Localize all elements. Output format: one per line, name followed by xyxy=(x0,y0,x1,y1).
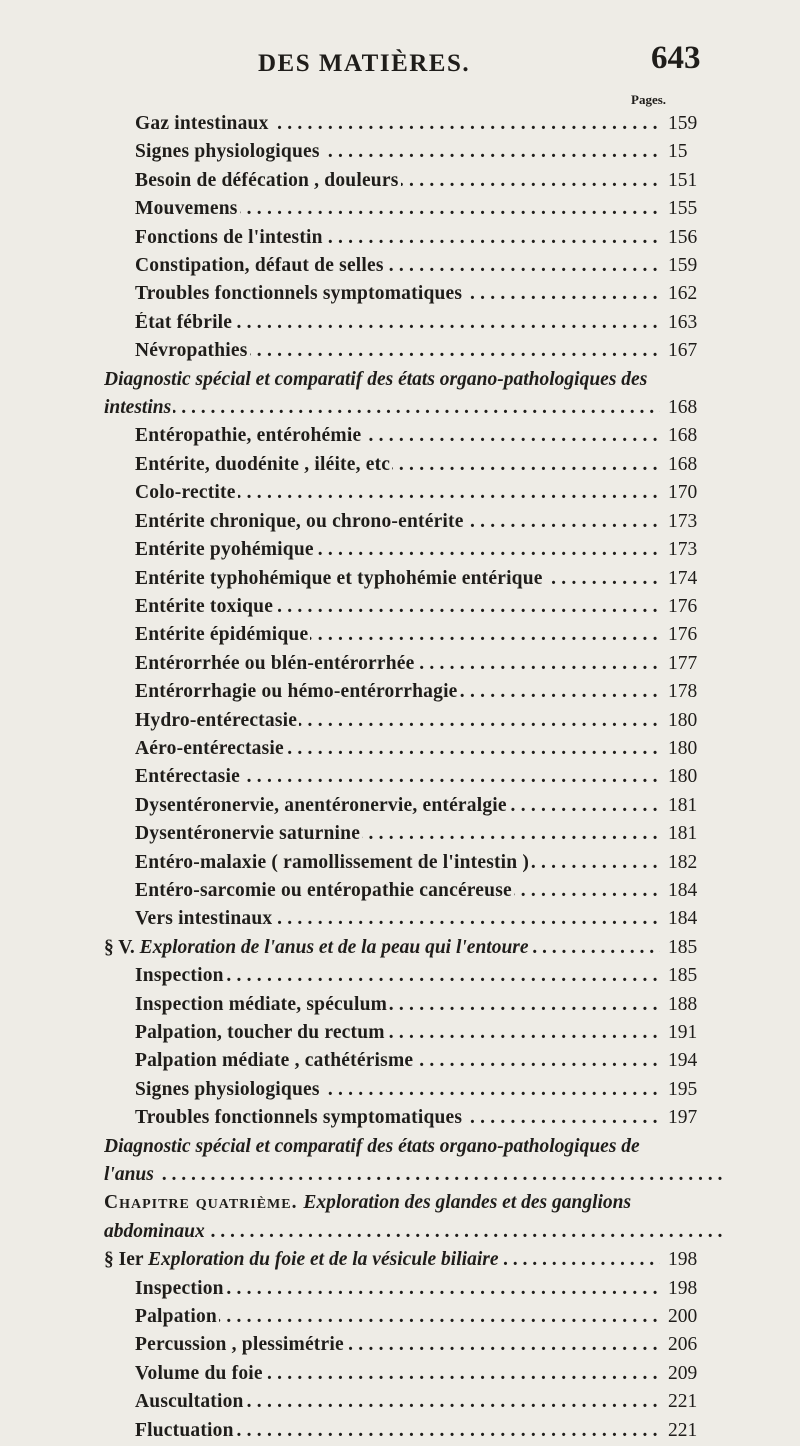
toc-entry-page: 184 xyxy=(668,908,698,930)
toc-entry xyxy=(0,196,800,224)
toc-entry-label xyxy=(135,1391,660,1413)
toc-entry-text: Entérite, duodénite , iléite, etc xyxy=(135,453,391,475)
toc-entry-text: Troubles fonctionnels symptomatiques xyxy=(135,1107,463,1129)
toc-entry-label xyxy=(135,1107,660,1129)
toc-entry-page: 156 xyxy=(668,226,698,248)
toc-entry-label xyxy=(135,823,660,845)
toc-entry-text: Fonctions de l'intestin xyxy=(135,226,323,248)
toc-entry-text: Signes physiologiques xyxy=(135,1078,320,1100)
toc-entry xyxy=(0,423,800,451)
toc-entry xyxy=(0,1077,800,1105)
toc-entry-page: 159 xyxy=(668,255,698,277)
toc-entry-label xyxy=(135,965,660,987)
toc-entry xyxy=(0,1190,800,1218)
toc-entry xyxy=(0,764,800,792)
toc-entry-page: 181 xyxy=(668,794,698,816)
toc-entry-page: 180 xyxy=(668,766,698,788)
toc-entry-text: Entérectasie xyxy=(135,766,240,788)
toc-entry-text: Troubles fonctionnels symptomatiques xyxy=(135,283,463,305)
toc-entry xyxy=(0,168,800,196)
toc-entry-page: 184 xyxy=(668,879,698,901)
toc-entry-label xyxy=(135,624,660,646)
toc-entry-page: 197 xyxy=(668,1107,698,1129)
toc-entry xyxy=(0,1134,800,1162)
toc-entry-label xyxy=(135,653,660,675)
toc-entry-page: 200 xyxy=(668,1306,698,1328)
toc-entry-text: Aéro-entérectasie xyxy=(135,737,284,759)
toc-entry xyxy=(0,1389,800,1417)
toc-entry xyxy=(0,736,800,764)
toc-entry-page: 180 xyxy=(668,709,698,731)
toc-entry xyxy=(0,992,800,1020)
toc-entry xyxy=(0,594,800,622)
toc-entry-page: 168 xyxy=(668,397,698,419)
toc-entry xyxy=(0,395,800,423)
toc-entry-prefix: § Ier xyxy=(104,1249,149,1271)
toc-entry-page: 168 xyxy=(668,425,698,447)
toc-entry-text: Entérite toxique xyxy=(135,595,274,617)
toc-entry-prefix: § V. xyxy=(104,936,140,958)
toc-entry-page: 155 xyxy=(668,198,698,220)
toc-entry-label xyxy=(135,170,660,192)
toc-entry-label xyxy=(104,1164,728,1186)
toc-entry-text: Constipation, défaut de selles xyxy=(135,255,384,277)
toc-entry-page: 181 xyxy=(668,823,698,845)
toc-entry xyxy=(0,821,800,849)
toc-entry-label xyxy=(135,227,660,249)
toc-entry xyxy=(0,253,800,281)
toc-entry-text: Entérite typhohémique et typhohémie entérique xyxy=(135,567,543,589)
toc-entry-label xyxy=(135,482,660,504)
toc-entry-page: 188 xyxy=(668,993,698,1015)
toc-entry-text: Auscultation xyxy=(135,1391,244,1413)
toc-entry-label xyxy=(135,766,660,788)
toc-entry-page: 185 xyxy=(668,965,698,987)
toc-entry-text: Vers intestinaux xyxy=(135,908,273,930)
table-of-contents xyxy=(0,111,800,1446)
toc-entry xyxy=(0,651,800,679)
toc-entry xyxy=(0,679,800,707)
running-header xyxy=(0,40,800,86)
toc-entry-page: 168 xyxy=(668,453,698,475)
toc-entry-text: Inspection xyxy=(135,1277,224,1299)
toc-entry xyxy=(0,1304,800,1332)
toc-entry xyxy=(0,1361,800,1389)
toc-entry xyxy=(0,1276,800,1304)
toc-entry-label xyxy=(135,255,660,277)
toc-entry-label xyxy=(135,1079,660,1101)
toc-entry-label xyxy=(135,1022,660,1044)
toc-entry-text: Diagnostic spécial et comparatif des états organo-pathologiques de xyxy=(104,1135,640,1157)
toc-entry-text: Dysentéronervie, anentéronervie, entéralgie xyxy=(135,794,507,816)
toc-entry xyxy=(0,963,800,991)
toc-entry-label xyxy=(135,1420,660,1442)
toc-entry-label xyxy=(135,710,660,732)
toc-entry-label xyxy=(135,340,660,362)
toc-entry-text: Entéropathie, entérohémie xyxy=(135,425,362,447)
running-title: DES MATIÈRES. xyxy=(258,50,471,77)
toc-entry xyxy=(0,935,800,963)
toc-entry-page: 173 xyxy=(668,539,698,561)
toc-entry-page: 176 xyxy=(668,624,698,646)
toc-entry xyxy=(0,509,800,537)
toc-entry-label xyxy=(135,511,660,533)
toc-entry-page: 159 xyxy=(668,113,698,134)
toc-entry-label xyxy=(135,795,660,817)
toc-entry-label xyxy=(135,283,660,305)
toc-entry-text: Percussion , plessimétrie xyxy=(135,1334,344,1356)
toc-entry xyxy=(0,1418,800,1446)
toc-entry xyxy=(0,281,800,309)
toc-entry-text: abdominaux xyxy=(104,1220,205,1242)
toc-entry-label xyxy=(135,596,660,618)
toc-entry-text: Palpation xyxy=(135,1306,217,1328)
toc-entry-text: Exploration de l'anus et de la peau qui l'entoure xyxy=(139,936,529,958)
toc-entry-text: Gaz intestinaux xyxy=(135,113,269,134)
toc-entry-prefix: Chapitre quatrième. xyxy=(104,1192,304,1214)
toc-entry-label xyxy=(104,1221,728,1243)
toc-entry-text: Entérorrhée ou blén-entérorrhée xyxy=(135,652,415,674)
toc-entry-text: l'anus xyxy=(104,1164,154,1186)
toc-entry-page: 174 xyxy=(668,567,698,589)
toc-entry-text: Entéro-malaxie ( ramollissement de l'intestin ) xyxy=(135,851,530,873)
toc-entry xyxy=(0,111,800,139)
toc-entry-page: 177 xyxy=(668,652,698,674)
toc-entry-text: intestins xyxy=(104,397,172,419)
toc-entry xyxy=(0,850,800,878)
toc-entry-page: 163 xyxy=(668,311,698,333)
toc-entry-label xyxy=(135,1363,660,1385)
toc-entry-label xyxy=(135,1278,660,1300)
toc-entry-text: Diagnostic spécial et comparatif des états organo-pathologiques des xyxy=(104,368,648,390)
toc-entry xyxy=(0,1332,800,1360)
toc-entry-text: Entéro-sarcomie ou entéropathie cancéreuse xyxy=(135,879,512,901)
toc-entry-label xyxy=(135,681,660,703)
toc-entry-page: 182 xyxy=(668,851,698,873)
toc-entry-label xyxy=(135,1306,660,1328)
toc-entry xyxy=(0,622,800,650)
toc-entry-label xyxy=(135,198,660,220)
toc-entry-label xyxy=(104,397,660,419)
toc-entry-text: Fluctuation xyxy=(135,1419,234,1441)
toc-entry-label xyxy=(135,454,660,476)
toc-entry-label xyxy=(135,1334,660,1356)
toc-entry-label xyxy=(135,1050,660,1072)
toc-entry xyxy=(0,338,800,366)
toc-entry xyxy=(0,139,800,167)
toc-entry-text: Dysentéronervie saturnine xyxy=(135,823,361,845)
toc-entry-text: Colo-rectite xyxy=(135,482,236,504)
toc-entry-label xyxy=(135,852,660,874)
toc-entry-text: Entérite épidémique xyxy=(135,624,309,646)
toc-entry-label xyxy=(104,1249,660,1271)
toc-entry-text: Exploration des glandes et des ganglions xyxy=(303,1192,632,1214)
toc-entry-text: Inspection xyxy=(135,965,224,987)
toc-entry-text: Entérite chronique, ou chrono-entérite xyxy=(135,510,464,532)
toc-entry-page: 173 xyxy=(668,510,698,532)
toc-entry xyxy=(0,793,800,821)
page-number: 643 xyxy=(651,40,701,76)
toc-entry-label xyxy=(135,141,660,163)
toc-entry-label xyxy=(104,1192,740,1214)
toc-entry xyxy=(0,452,800,480)
toc-entry-page: 180 xyxy=(668,737,698,759)
toc-entry-page: 209 xyxy=(668,1362,698,1384)
toc-entry-page: 162 xyxy=(668,283,698,305)
toc-entry-text: Inspection médiate, spéculum xyxy=(135,993,388,1015)
toc-entry-page: 195 xyxy=(668,1078,698,1100)
toc-entry-page: 15 xyxy=(668,141,688,163)
toc-entry-label xyxy=(135,568,660,590)
toc-entry-label xyxy=(135,425,660,447)
toc-entry-text: Entérorrhagie ou hémo-entérorrhagie xyxy=(135,681,458,703)
toc-entry-text: Palpation médiate , cathétérisme xyxy=(135,1050,414,1072)
toc-entry-label xyxy=(135,312,660,334)
toc-entry xyxy=(0,1162,800,1190)
toc-entry-label xyxy=(135,908,660,930)
toc-entry-text: Palpation, toucher du rectum xyxy=(135,1022,385,1043)
toc-entry-page: 221 xyxy=(668,1419,698,1441)
toc-entry-label xyxy=(135,113,660,135)
toc-entry-page: 194 xyxy=(668,1050,698,1072)
toc-entry-text: Volume du foie xyxy=(135,1362,263,1384)
toc-entry xyxy=(0,367,800,395)
toc-entry-page: 176 xyxy=(668,595,698,617)
toc-entry-text: Mouvemens xyxy=(135,198,238,220)
toc-entry xyxy=(0,480,800,508)
toc-entry xyxy=(0,906,800,934)
toc-entry xyxy=(0,1020,800,1048)
toc-entry-page: 151 xyxy=(668,169,698,191)
toc-entry-label xyxy=(104,369,740,391)
toc-entry xyxy=(0,1048,800,1076)
pages-column-label: Pages. xyxy=(631,92,667,107)
toc-entry-text: Besoin de défécation , douleurs xyxy=(135,169,399,191)
toc-entry-label xyxy=(104,1136,740,1158)
toc-entry xyxy=(0,878,800,906)
toc-entry-page: 167 xyxy=(668,340,698,362)
toc-entry xyxy=(0,225,800,253)
toc-entry xyxy=(0,1219,800,1247)
toc-entry-text: Exploration du foie et de la vésicule biliaire xyxy=(148,1249,499,1271)
toc-entry xyxy=(0,1105,800,1133)
toc-entry xyxy=(0,708,800,736)
toc-entry-page: 198 xyxy=(668,1249,698,1271)
toc-entry-page: 221 xyxy=(668,1391,698,1413)
toc-entry xyxy=(0,566,800,594)
toc-entry-label xyxy=(104,937,660,959)
toc-entry-page: 185 xyxy=(668,936,698,958)
toc-entry-page: 170 xyxy=(668,482,698,504)
toc-entry-text: Hydro-entérectasie xyxy=(135,709,298,731)
toc-entry-page: 198 xyxy=(668,1277,698,1299)
toc-entry-label xyxy=(135,738,660,760)
toc-entry-text: Signes physiologiques xyxy=(135,141,320,163)
toc-entry-page: 206 xyxy=(668,1334,698,1356)
toc-entry-text: Névropathies xyxy=(135,340,248,362)
toc-entry-label xyxy=(135,880,660,902)
toc-entry xyxy=(0,1247,800,1275)
toc-entry-page: 191 xyxy=(668,1022,698,1043)
toc-entry xyxy=(0,310,800,338)
toc-entry-text: État fébrile xyxy=(135,311,233,333)
toc-entry-text: Entérite pyohémique xyxy=(135,539,314,561)
toc-entry xyxy=(0,537,800,565)
toc-entry-label xyxy=(135,539,660,561)
toc-entry-label xyxy=(135,994,660,1016)
toc-entry-page: 178 xyxy=(668,681,698,703)
